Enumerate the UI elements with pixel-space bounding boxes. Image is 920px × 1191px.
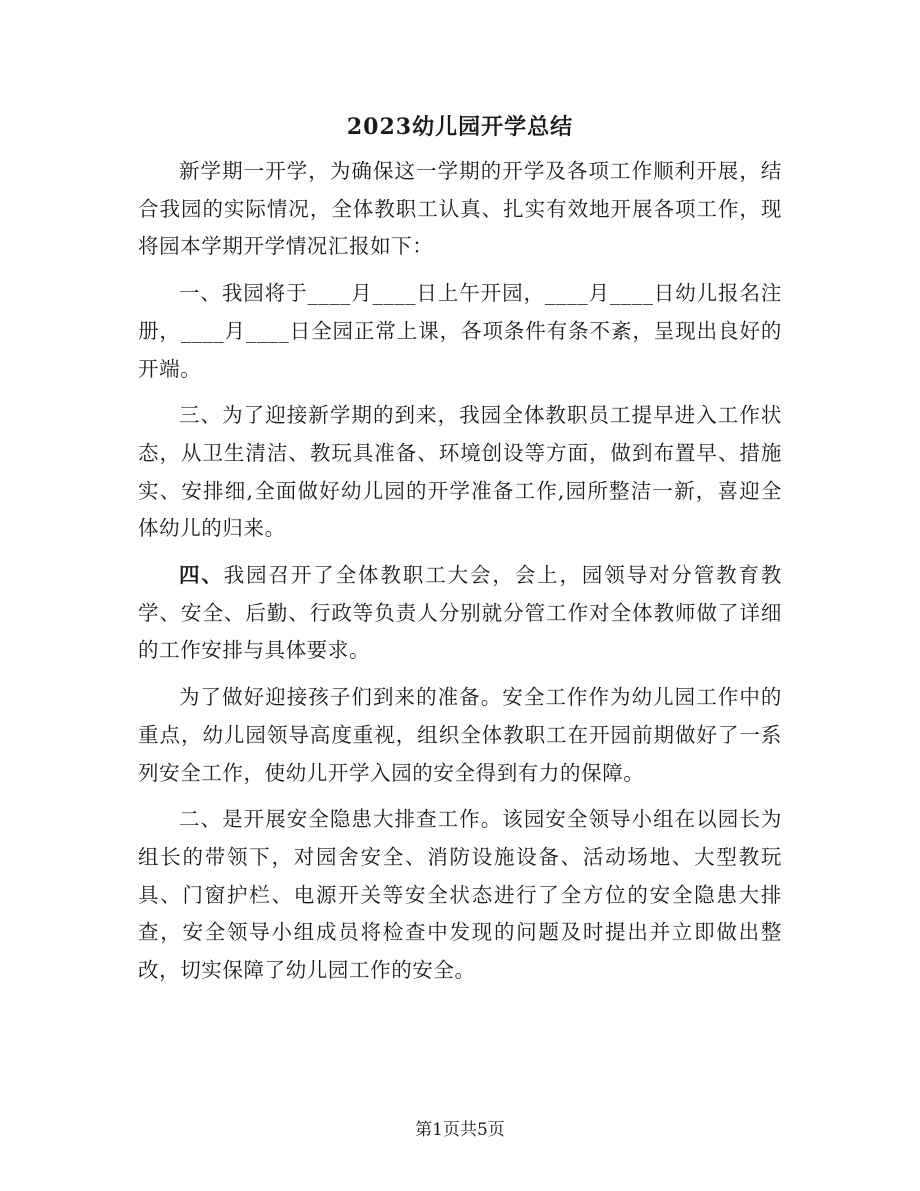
paragraph-text: 我园召开了全体教职工大会，会上，园领导对分管教育教学、安全、后勤、行政等负责人分别就分管工作对全体教师做了详细的工作安排与具体要求。 <box>138 563 782 663</box>
paragraph-text: 新学期一开学，为确保这一学期的开学及各项工作顺利开展，结合我园的实际情况，全体教职工认真、扎实有效地开展各项工作，现将园本学期开学情况汇报如下： <box>138 159 782 259</box>
document-title: 2023幼儿园开学总结 <box>346 114 574 140</box>
paragraph <box>138 557 782 670</box>
page-number-footer: 第1页共5页 <box>415 1120 505 1140</box>
paragraph <box>138 397 782 548</box>
paragraph-text: 三、为了迎接新学期的到来，我园全体教职员工提早进入工作状态，从卫生清洁、教玩具准备、环境创设等方面，做到布置早、措施实、安排细,全面做好幼儿园的开学准备工作,园所整洁一新，喜迎全体幼儿的归来。 <box>138 403 782 541</box>
paragraph-text: 为了做好迎接孩子们到来的准备。安全工作作为幼儿园工作中的重点，幼儿园领导高度重视，组织全体教职工在开园前期做好了一系列安全工作，使幼儿开学入园的安全得到有力的保障。 <box>138 685 782 785</box>
paragraph <box>138 275 782 388</box>
paragraph <box>138 153 782 266</box>
paragraph-text: 二、是开展安全隐患大排查工作。该园安全领导小组在以园长为组长的带领下，对园舍安全、消防设施设备、活动场地、大型教玩具、门窗护栏、电源开关等安全状态进行了全方位的安全隐患大排查，安全领导小组成员将检查中发现的问题及时提出并立即做出整改，切实保障了幼儿园工作的安全。 <box>138 807 782 983</box>
paragraph <box>138 801 782 990</box>
paragraph-text: 一、我园将于____月____日上午开园，____月____日幼儿报名注册，____月____日全园正常上课，各项条件有条不紊，呈现出良好的开端。 <box>138 281 782 381</box>
paragraph-lead: 四、 <box>179 563 224 588</box>
document-body <box>138 153 782 990</box>
paragraph <box>138 679 782 792</box>
